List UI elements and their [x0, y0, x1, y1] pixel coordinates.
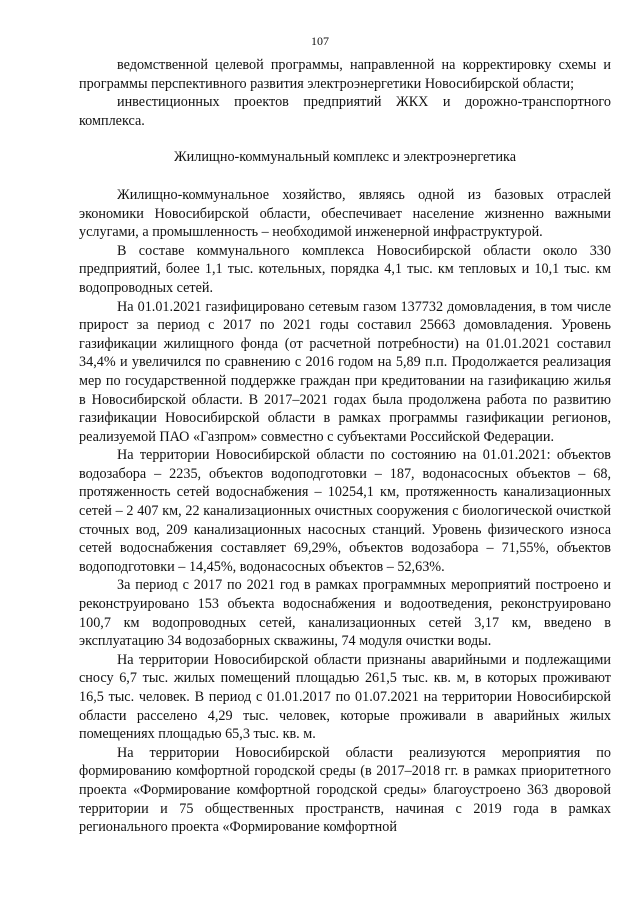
- paragraph-program-results: За период с 2017 по 2021 год в рамках программных мероприятий построено и реконструировано 153 объекта водоснабжения и водоотведения, реконструировано 100,7 км водопроводных сетей, канализационных сетей 3,17 км, введено в эксплуатацию 34 водозаборных скважины, 74 модуля очистки воды.: [79, 577, 611, 650]
- paragraph-urban-environment: На территории Новосибирской области реализуются мероприятия по формированию комфортной городской среды (в 2017–2018 гг. в рамках приоритетного проекта «Формирование комфортной городской среды» благоустроено 363 дворовой территории и 75 общественных пространств, начиная с 2019 года в рамках регионального проекта «Формирование комфортной: [79, 744, 611, 836]
- paragraph-emergency-housing: На территории Новосибирской области признаны аварийными и подлежащими сносу 6,7 тыс. жилых помещений площадью 261,5 тыс. кв. м, в которых проживают 16,5 тыс. человек. В период с 01.01.2017 по 01.07.2021 на территории Новосибирской области расселено 4,29 тыс. человек, которые проживали в аварийных жилых помещениях площадью 65,3 тыс. кв. м.: [79, 651, 611, 743]
- paragraph-water-supply: На территории Новосибирской области по состоянию на 01.01.2021: объектов водозабора – 2235, объектов водоподготовки – 187, водонасосных объектов – 68, протяженность сетей водоснабжения – 10254,1 км, протяженность канализационных сетей – 2 407 км, 22 канализационных очистных сооружения с биологической очисткой сточных вод, 209 канализационных насосных станций. Уровень физического износа сетей водоснабжения составляет 69,29%, объектов водозабора – 71,55%, объектов водоподготовки – 14,45%, водонасосных объектов – 52,63%.: [79, 447, 611, 575]
- intro-paragraph-2: инвестиционных проектов предприятий ЖКХ и дорожно-транспортного комплекса.: [79, 94, 611, 129]
- section-title: Жилищно-коммунальный комплекс и электроэнергетика: [173, 149, 517, 166]
- paragraph-gasification: На 01.01.2021 газифицировано сетевым газом 137732 домовладения, в том числе прирост за период с 2017 по 2021 годы составил 25663 домовладения. Уровень газификации жилищного фонда (от расчетной потребности) на 01.01.2021 составил 34,4% и увеличился по сравнению с 2016 годом на 5,89 п.п. Продолжается реализация мер по государственной поддержке граждан при кредитовании на газификацию жилья в Новосибирской области. В 2017–2021 годах была продолжена работа по развитию газификации Новосибирской области в рамках программы газификации регионов, реализуемой ПАО «Газпром» совместно с субъектами Российской Федерации.: [79, 298, 611, 445]
- intro-paragraph-1: ведомственной целевой программы, направленной на корректировку схемы и программы перспективного развития электроэнергетики Новосибирской области;: [79, 57, 611, 92]
- document-body: [79, 56, 611, 837]
- paragraph-housing-utilities: Жилищно-коммунальное хозяйство, являясь одной из базовых отраслей экономики Новосибирской области, обеспечивает население жизненно важными услугами, а промышленность – необходимой инженерной инфраструктурой.: [79, 186, 611, 241]
- paragraph-communal-complex: В составе коммунального комплекса Новосибирской области около 330 предприятий, более 1,1 тыс. котельных, порядка 4,1 тыс. км тепловых и 10,1 тыс. км водопроводных сетей.: [79, 242, 611, 296]
- page-number: 107: [311, 34, 329, 48]
